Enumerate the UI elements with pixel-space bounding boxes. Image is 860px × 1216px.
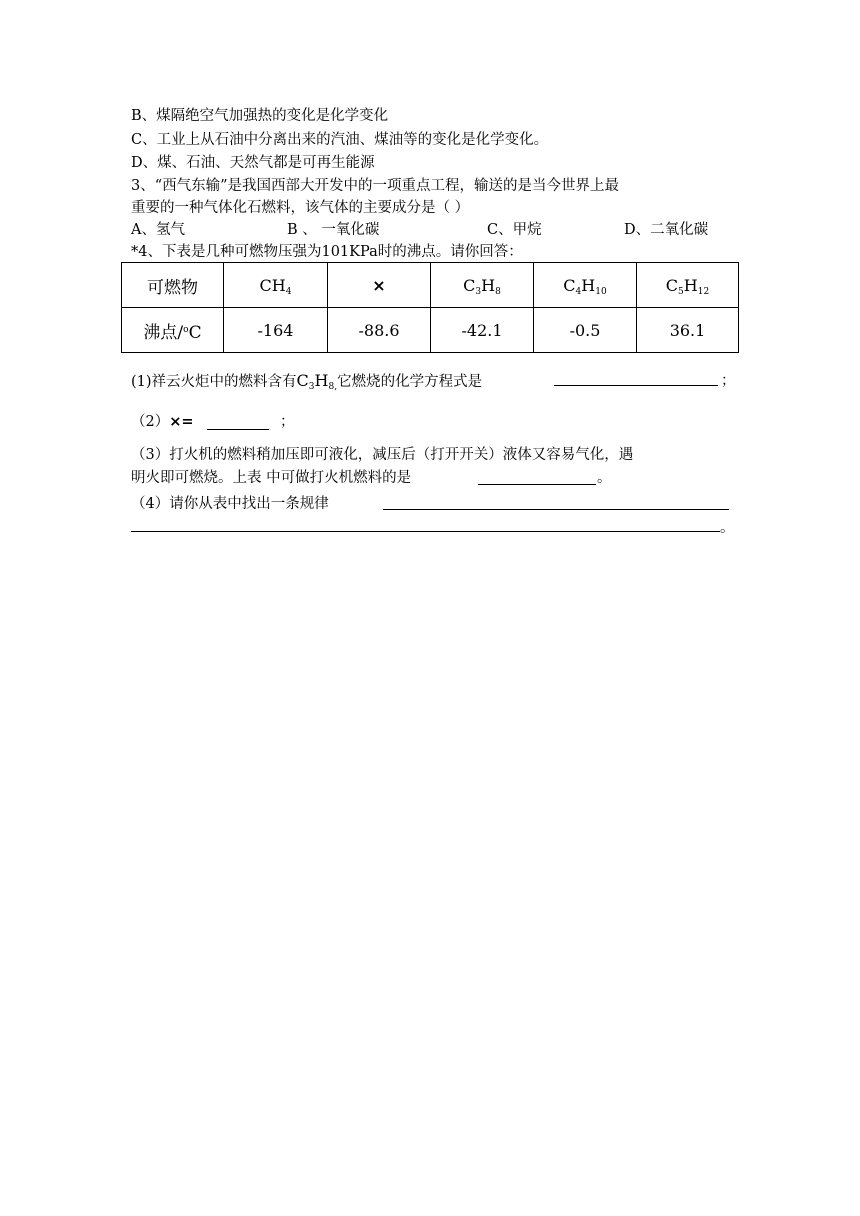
option-d: D、二氧化碳	[624, 222, 709, 238]
subquestion-3-end: 。	[597, 470, 612, 486]
answer-blank-4a[interactable]	[383, 509, 729, 510]
table-cell-value: -164	[224, 308, 328, 353]
table-cell-value: -0.5	[534, 308, 637, 353]
option-d-text: D、煤、石油、天然气都是可再生能源	[131, 155, 375, 171]
table-cell-c5h12: $C_5H_{12}$	[637, 263, 739, 308]
table-cell-value: -88.6	[328, 308, 431, 353]
option-b-text: B、煤隔绝空气加强热的变化是化学变化	[131, 108, 389, 124]
boiling-point-table	[121, 262, 739, 353]
table-cell-c3h8: $C_3H_8$	[431, 263, 534, 308]
answer-blank-2[interactable]	[207, 429, 269, 430]
answer-blank-3[interactable]	[478, 484, 596, 485]
subquestion-4-end: 。	[720, 520, 735, 536]
table-cell-value: 36.1	[637, 308, 739, 353]
option-a: A、氢气	[131, 222, 185, 238]
table-cell-ch4: $CH_4$	[224, 263, 328, 308]
answer-blank-4b[interactable]	[131, 531, 720, 532]
subquestion-3-line1: （3）打火机的燃料稍加压即可液化，减压后（打开开关）液体又容易气化，遇	[131, 447, 634, 463]
question-3-line1: 3、“西气东输”是我国西部大开发中的一项重点工程，输送的是当今世界上最	[131, 178, 620, 194]
answer-blank-1[interactable]	[554, 385, 718, 386]
table-cell-boiling-label: 沸点/$^o$C	[122, 308, 224, 353]
question-4-intro: *4、下表是几种可燃物压强为101KPa时的沸点。请你回答：	[131, 244, 523, 260]
question-3-line2: 重要的一种气体化石燃料，该气体的主要成分是（ ）	[131, 200, 470, 216]
subquestion-1-end: ；	[721, 373, 736, 389]
option-c: C、甲烷	[487, 222, 542, 238]
table-cell-x: ×	[328, 263, 431, 308]
subquestion-4: （4）请你从表中找出一条规律	[131, 496, 329, 512]
subquestion-2: （2）×=	[131, 414, 194, 430]
subquestion-2-end: ；	[280, 414, 295, 430]
table-row-substances	[122, 263, 739, 308]
option-c-text: C、工业上从石油中分离出来的汽油、煤油等的变化是化学变化。	[131, 132, 549, 148]
table-cell-label: 可燃物	[122, 263, 224, 308]
subquestion-3-line2: 明火即可燃烧。上表 中可做打火机燃料的是	[131, 470, 412, 486]
option-b: B 、 一氧化碳	[287, 222, 380, 238]
table-cell-c4h10: $C_4H_{10}$	[534, 263, 637, 308]
table-cell-value: -42.1	[431, 308, 534, 353]
question-3-options	[131, 220, 741, 240]
table-row-boiling-points	[122, 308, 739, 353]
subquestion-1: (1)祥云火炬中的燃料含有$C_3H_{8,}$它燃烧的化学方程式是	[131, 371, 483, 392]
